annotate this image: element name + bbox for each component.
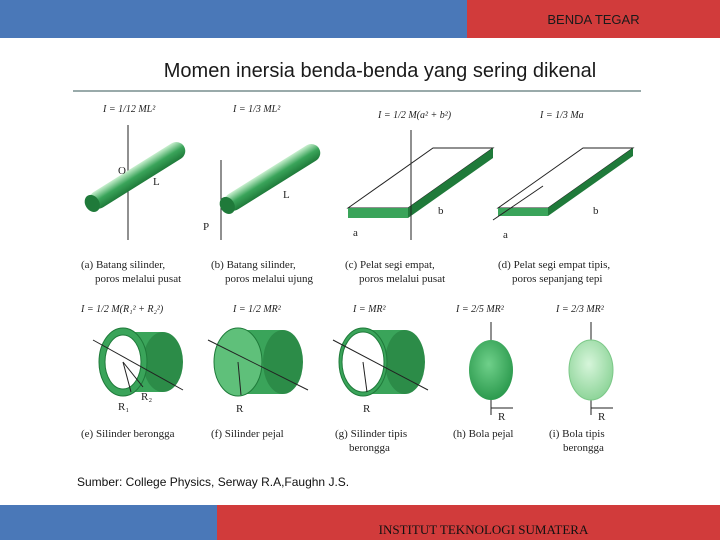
label-r-i: R [598, 411, 606, 423]
label-a-c: a [353, 227, 358, 239]
header-accent-blue [0, 0, 467, 38]
caption-d-2: poros sepanjang tepi [512, 273, 603, 285]
formula-g: I = MR² [353, 304, 386, 315]
footer-accent-blue [0, 505, 217, 540]
caption-b-2: poros melalui ujung [225, 273, 313, 285]
caption-b-1: (b) Batang silinder, [211, 259, 296, 271]
caption-i-1: (i) Bola tipis [549, 428, 605, 440]
caption-i-2: berongga [563, 442, 604, 454]
header-title: BENDA TEGAR [467, 0, 720, 38]
label-a-d: a [503, 229, 508, 241]
label-r-h: R [498, 411, 506, 423]
figure-top-rule [73, 90, 641, 470]
caption-a-2: poros melalui pusat [95, 273, 182, 285]
slide-title: Momen inersia benda-benda yang sering dikenal [163, 60, 597, 82]
label-r-g: R [363, 403, 371, 415]
formula-f: I = 1/2 MR² [233, 304, 281, 315]
caption-a-1: (a) Batang silinder, [81, 259, 166, 271]
caption-g-1: (g) Silinder tipis [335, 428, 408, 440]
formula-a: I = 1/12 ML² [103, 104, 156, 115]
caption-c-1: (c) Pelat segi empat, [345, 259, 435, 271]
label-r1: R₁ [118, 401, 130, 413]
caption-d-1: (d) Pelat segi empat tipis, [498, 259, 611, 271]
source-citation: Sumber: College Physics, Serway R.A,Faughn J.S. [77, 475, 350, 489]
formula-b: I = 1/3 ML² [233, 104, 281, 115]
label-p: P [203, 221, 210, 233]
caption-e: (e) Silinder berongga [81, 428, 175, 440]
formula-h: I = 2/5 MR² [456, 304, 504, 315]
caption-f: (f) Silinder pejal [211, 428, 284, 440]
label-b-d: b [593, 205, 599, 217]
caption-h: (h) Bola pejal [453, 428, 514, 440]
label-b-c: b [438, 205, 444, 217]
label-o: O [118, 165, 126, 177]
label-r2: R₂ [141, 391, 153, 403]
caption-c-2: poros melalui pusat [359, 273, 446, 285]
label-r-f: R [236, 403, 244, 415]
formula-i: I = 2/3 MR² [556, 304, 604, 315]
formula-e: I = 1/2 M(R₁² + R₂²) [81, 304, 164, 315]
header-bar [0, 0, 720, 38]
caption-g-2: berongga [349, 442, 390, 454]
footer-bar [0, 505, 720, 540]
footer-institution: INSTITUT TEKNOLOGI SUMATERA [217, 505, 720, 540]
formula-c: I = 1/2 M(a² + b²) [378, 110, 452, 121]
label-length-b: L [283, 189, 290, 201]
formula-d: I = 1/3 Ma [540, 110, 584, 121]
label-length-a: L [153, 176, 160, 188]
